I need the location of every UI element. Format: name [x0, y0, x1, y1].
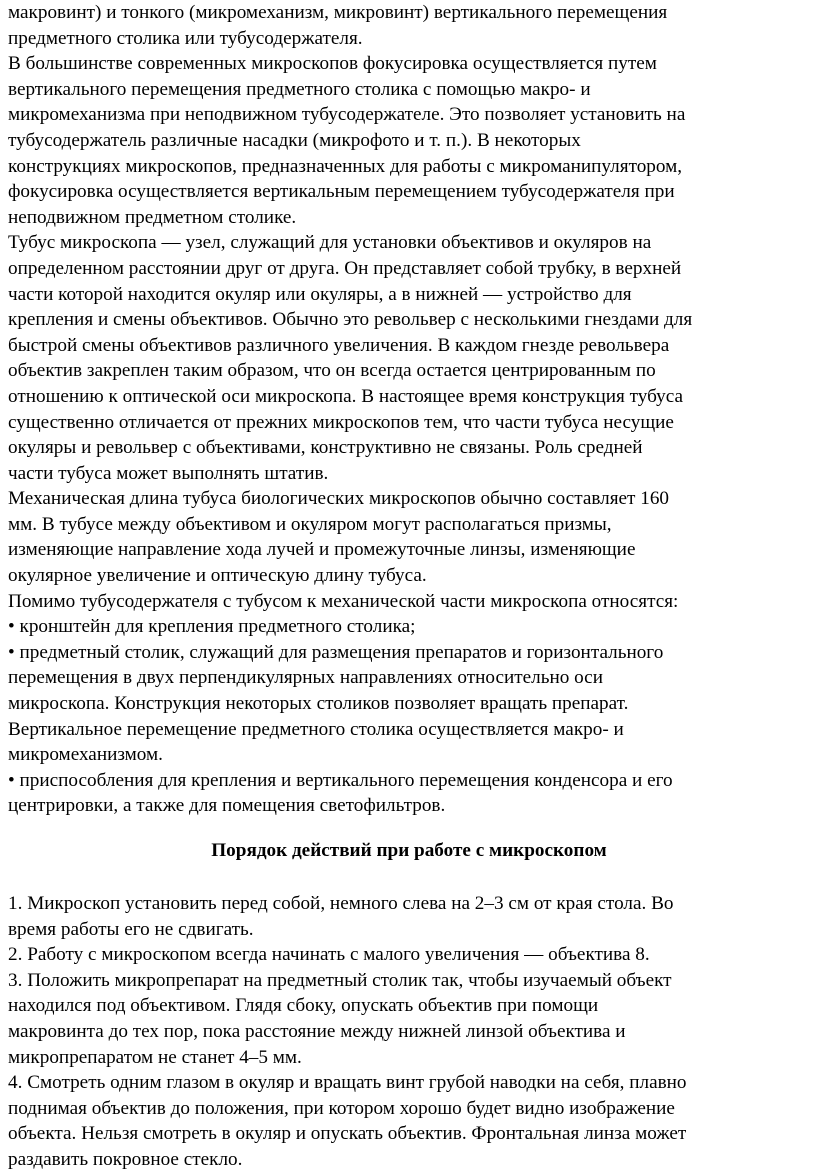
step-1: [8, 891, 810, 942]
paragraph-focusing: [8, 51, 810, 230]
text-line: мм. В тубусе между объективом и окуляром могут располагаться призмы,: [8, 513, 612, 535]
text-line: 1. Микроскоп установить перед собой, немного слева на 2–3 см от края стола. Во: [8, 893, 674, 914]
text-line: Механическая длина тубуса биологических микроскопов обычно составляет 160: [8, 488, 670, 510]
text-line: 4. Смотреть одним глазом в окуляр и вращать винт грубой наводки на себя, плавно: [8, 1072, 687, 1094]
text-line: микромеханизмом.: [8, 744, 163, 766]
text-line: микромеханизма при неподвижном тубусодержателе. Это позволяет установить на: [8, 104, 686, 126]
spacer: [8, 871, 810, 891]
text-line: существенно отличается от прежних микроскопов тем, что части тубуса несущие: [8, 411, 674, 433]
text-line: макровинт) и тонкого (микромеханизм, микровинт) вертикального перемещения: [8, 2, 668, 23]
text-line: вертикального перемещения предметного столика с помощью макро- и: [8, 78, 591, 100]
text-line: • предметный столик, служащий для размещения препаратов и горизонтального: [8, 641, 664, 663]
paragraph-tube-length: [8, 486, 810, 588]
text-line: раздавить покровное стекло.: [8, 1148, 243, 1170]
text-line: окулярное увеличение и оптическую длину тубуса.: [8, 565, 427, 587]
text-line: В большинстве современных микроскопов фокусировка осуществляется путем: [8, 53, 657, 75]
text-line: перемещения в двух перпендикулярных направлениях относительно оси: [8, 667, 603, 689]
step-3: [8, 968, 810, 1070]
body-text-top: [8, 0, 810, 819]
text-line: части тубуса может выполнять штатив.: [8, 462, 329, 484]
bullet-condenser-mount: [8, 768, 810, 819]
text-line: конструкциях микроскопов, предназначенных для работы с микроманипулятором,: [8, 155, 683, 177]
text-line: микроскопа. Конструкция некоторых столиков позволяет вращать препарат.: [8, 693, 629, 715]
paragraph-focus-mechanism-continued: [8, 0, 810, 51]
text-line: объектив закреплен таким образом, что он всегда остается центрированным по: [8, 360, 656, 382]
text-line: 3. Положить микропрепарат на предметный столик так, чтобы изучаемый объект: [8, 969, 672, 991]
text-line: предметного столика или тубусодержателя.: [8, 27, 363, 49]
paragraph-tube: [8, 230, 810, 486]
text-line: Вертикальное перемещение предметного столика осуществляется макро- и: [8, 718, 624, 740]
paragraph-mechanical-parts-intro: [8, 589, 810, 615]
text-line: микропрепаратом не станет 4–5 мм.: [8, 1046, 302, 1068]
text-line: неподвижном предметном столике.: [8, 206, 297, 228]
bullet-stage: [8, 640, 810, 768]
bullet-bracket: [8, 614, 810, 640]
text-line: части которой находится окуляр или окуляры, а в нижней — устройство для: [8, 283, 632, 305]
text-line: объекта. Нельзя смотреть в окуляр и опускать объектив. Фронтальная линза может: [8, 1123, 687, 1145]
step-2: [8, 942, 810, 968]
step-4: [8, 1070, 810, 1172]
text-line: поднимая объектив до положения, при котором хорошо будет видно изображение: [8, 1097, 675, 1119]
text-line: изменяющие направление хода лучей и промежуточные линзы, изменяющие: [8, 539, 636, 561]
text-line: 2. Работу с микроскопом всегда начинать с малого увеличения — объектива 8.: [8, 944, 650, 966]
text-line: окуляры и револьвер с объективами, конструктивно не связаны. Роль средней: [8, 437, 643, 459]
text-line: находился под объективом. Глядя сбоку, опускать объектив при помощи: [8, 995, 599, 1017]
text-line: макровинта до тех пор, пока расстояние между нижней линзой объектива и: [8, 1020, 626, 1042]
text-line: время работы его не сдвигать.: [8, 918, 254, 940]
text-line: Помимо тубусодержателя с тубусом к механической части микроскопа относятся:: [8, 590, 679, 612]
text-line: определенном расстоянии друг от друга. Он представляет собой трубку, в верхней: [8, 257, 682, 279]
text-line: тубусодержатель различные насадки (микрофото и т. п.). В некоторых: [8, 129, 581, 151]
text-line: • приспособления для крепления и вертикального перемещения конденсора и его: [8, 769, 673, 791]
text-line: центрировки, а также для помещения светофильтров.: [8, 795, 446, 817]
text-line: крепления и смены объективов. Обычно это револьвер с несколькими гнездами для: [8, 309, 693, 331]
steps-list: [8, 891, 810, 1173]
section-heading: Порядок действий при работе с микроскопом: [211, 840, 607, 861]
text-line: • кронштейн для крепления предметного столика;: [8, 616, 416, 638]
text-line: быстрой смены объективов различного увеличения. В каждом гнезде револьвера: [8, 334, 670, 356]
text-line: Тубус микроскопа — узел, служащий для установки объективов и окуляров на: [8, 232, 652, 254]
text-line: фокусировка осуществляется вертикальным перемещением тубусодержателя при: [8, 181, 675, 203]
text-line: отношению к оптической оси микроскопа. В настоящее время конструкция тубуса: [8, 385, 683, 407]
